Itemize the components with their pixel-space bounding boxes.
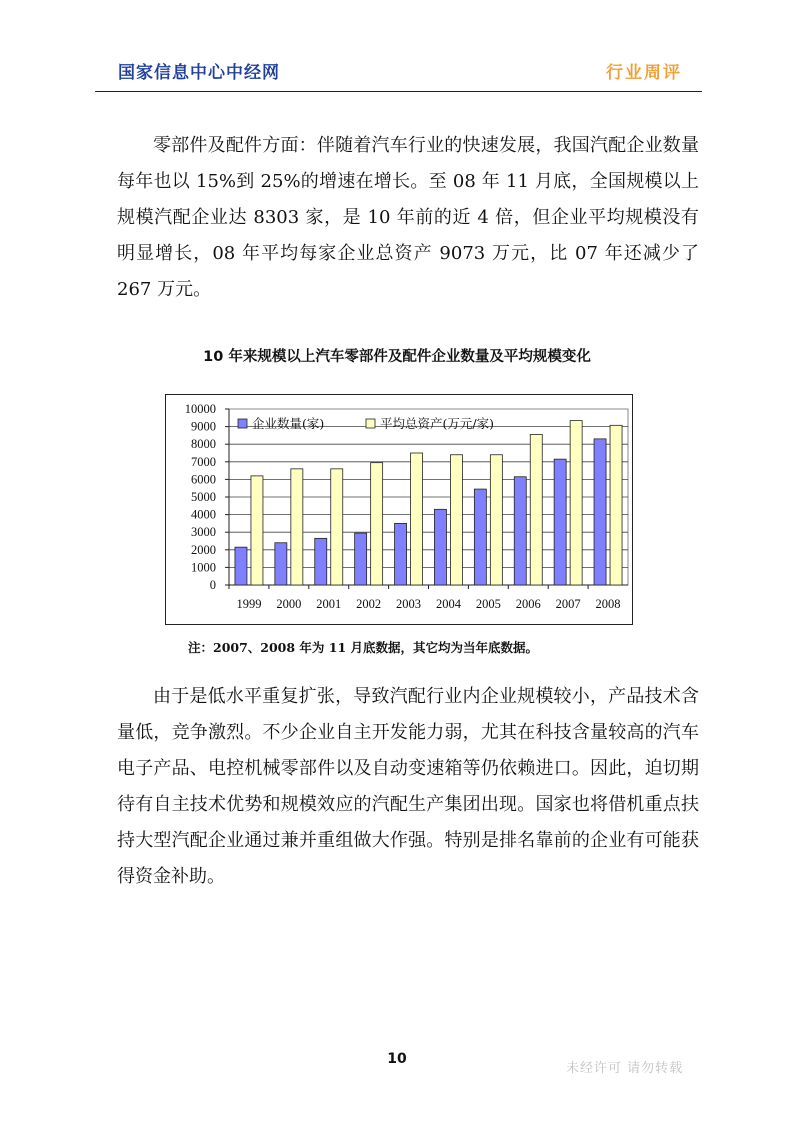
legend-label: 企业数量(家): [252, 416, 325, 431]
x-tick-label: 2008: [595, 597, 621, 611]
bar-enterprise-count-2007: [554, 459, 566, 585]
bar-enterprise-count-2001: [315, 538, 327, 585]
y-tick-label: 3000: [191, 525, 216, 540]
y-tick-label: 0: [209, 578, 216, 592]
bar-enterprise-count-2006: [514, 477, 526, 585]
page-number: 10: [387, 1051, 407, 1067]
y-tick-label: 1000: [191, 560, 216, 575]
bar-enterprise-count-2005: [474, 489, 486, 585]
x-tick-label: 2004: [435, 597, 461, 611]
bar-avg-assets-2006: [530, 435, 542, 585]
y-tick-label: 10000: [184, 402, 216, 416]
bar-avg-assets-2005: [490, 455, 502, 585]
bar-avg-assets-2001: [331, 469, 343, 585]
y-tick-label: 9000: [191, 419, 216, 434]
bar-enterprise-count-2008: [594, 439, 606, 585]
chart-title: 10 年来规模以上汽车零部件及配件企业数量及平均规模变化: [203, 349, 591, 365]
y-tick-label: 4000: [191, 507, 216, 522]
x-tick-label: 2000: [276, 597, 302, 611]
y-tick-label: 7000: [191, 454, 216, 469]
bar-avg-assets-2008: [610, 425, 622, 585]
chart-canvas: [166, 395, 632, 624]
x-tick-label: 2002: [356, 597, 382, 611]
x-tick-label: 2003: [396, 597, 422, 611]
header-site-name: 国家信息中心中经网: [118, 63, 280, 83]
bar-chart: [165, 394, 633, 625]
x-tick-label: 2006: [515, 597, 541, 611]
bar-avg-assets-2000: [291, 469, 303, 585]
legend-label: 平均总资产(万元/家): [380, 416, 494, 431]
bar-avg-assets-1999: [251, 476, 263, 585]
header-section-name: 行业周评: [606, 63, 682, 83]
bar-avg-assets-2002: [371, 463, 383, 585]
x-tick-label: 2001: [316, 597, 342, 611]
bar-enterprise-count-2002: [355, 533, 367, 585]
x-tick-label: 1999: [236, 597, 262, 611]
bar-enterprise-count-2003: [395, 523, 407, 585]
x-tick-label: 2007: [555, 597, 581, 611]
chart-note: 注：2007、2008 年为 11 月底数据，其它均为当年底数据。: [188, 640, 539, 655]
header-divider: [95, 91, 702, 92]
x-tick-label: 2005: [475, 597, 501, 611]
paragraph-industry-analysis: 由于是低水平重复扩张，导致汽配行业内企业规模较小，产品技术含量低，竞争激烈。不少企业自主开发能力弱，尤其在科技含量较高的汽车电子产品、电控机械零部件以及自动变速箱等仍依赖进口。因此，迫切期待有自主技术优势和规模效应的汽配生产集团出现。国家也将借机重点扶持大型汽配企业通过兼并重组做大作强。特别是排名靠前的企业有可能获得资金补助。: [117, 686, 699, 887]
y-tick-label: 2000: [191, 542, 216, 557]
watermark-text: 未经许可 请勿转载: [566, 1061, 684, 1076]
legend-swatch: [238, 419, 247, 428]
legend-swatch: [366, 419, 375, 428]
bar-enterprise-count-2004: [434, 509, 446, 585]
bar-avg-assets-2007: [570, 421, 582, 585]
paragraph-parts-industry: 零部件及配件方面：伴随着汽车行业的快速发展，我国汽配企业数量每年也以 15%到 25%的增速在增长。至 08 年 11 月底，全国规模以上规模汽配企业达 8303 家，是 10 年前的近 4 倍，但企业平均规模没有明显增长，08 年平均每家企业总资产 9073 万元，比 07 年还减少了 267 万元。: [117, 135, 699, 300]
bar-enterprise-count-2000: [275, 543, 287, 585]
bar-enterprise-count-1999: [235, 547, 247, 585]
bar-avg-assets-2003: [411, 453, 423, 585]
y-tick-label: 6000: [191, 472, 216, 487]
bar-avg-assets-2004: [450, 455, 462, 585]
y-tick-label: 5000: [191, 490, 216, 504]
y-tick-label: 8000: [191, 437, 216, 452]
